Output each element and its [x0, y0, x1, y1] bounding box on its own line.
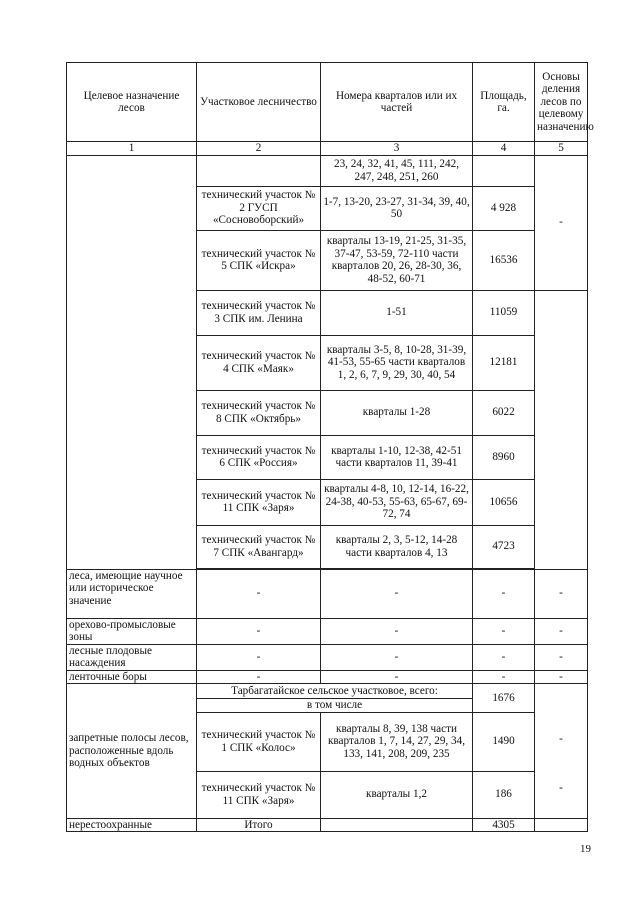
column-number: 4 [473, 142, 535, 156]
basis-cell-empty [535, 818, 588, 832]
area-cell: 11059 [473, 290, 535, 335]
quarters-cell: кварталы 8, 39, 138 части кварталов 1, 7, 14, 27, 29, 34, 133, 141, 208, 209, 235 [321, 712, 473, 771]
quarters-cell: кварталы 1-28 [321, 390, 473, 435]
quarters-cell: - [321, 670, 473, 684]
area-cell: 6022 [473, 390, 535, 435]
basis-cell: - [535, 670, 588, 684]
purpose-cell: орехово-промысловые зоны [67, 618, 197, 644]
table-row [67, 155, 588, 186]
column-number: 5 [535, 142, 588, 156]
purpose-cell: нерестоохранные [67, 818, 197, 832]
basis-cell: - [535, 569, 588, 618]
purpose-cell: леса, имеющие научное или историческое значение [67, 569, 197, 618]
quarters-cell: 1-51 [321, 290, 473, 335]
area-cell: 10656 [473, 479, 535, 525]
header-row [67, 63, 588, 142]
area-cell: - [473, 644, 535, 670]
basis-cell: - [535, 155, 588, 290]
basis-cell-empty [535, 290, 588, 569]
quarters-cell: кварталы 3-5, 8, 10-28, 31-39, 41-53, 55-65 части кварталов 1, 2, 6, 7, 9, 29, 30, 40, 54 [321, 335, 473, 390]
quarters-cell: кварталы 2, 3, 5-12, 14-28 части кварталов 4, 13 [321, 525, 473, 568]
district-cell: технический участок № 7 СПК «Авангард» [197, 525, 321, 568]
category-row [67, 670, 588, 684]
area-cell: 4723 [473, 525, 535, 568]
subtotal-area: 1676 [473, 684, 535, 713]
district-cell: технический участок № 11 СПК «Заря» [197, 479, 321, 525]
header-purpose: Целевое назначение лесов [67, 63, 197, 142]
basis-cell: - [535, 618, 588, 644]
area-cell: - [473, 670, 535, 684]
district-cell: технический участок № 6 СПК «Россия» [197, 435, 321, 479]
column-number-row [67, 142, 588, 156]
quarters-cell: - [321, 569, 473, 618]
header-area: Площадь, га. [473, 63, 535, 142]
forest-purpose-table [66, 62, 594, 832]
district-cell-empty [197, 155, 321, 186]
quarters-cell: 1-7, 13-20, 23-27, 31-34, 39, 40, 50 [321, 186, 473, 230]
column-number: 1 [67, 142, 197, 156]
basis-dash: - [559, 782, 563, 795]
header-district: Участковое лесничество [197, 63, 321, 142]
area-cell: - [473, 618, 535, 644]
district-cell: технический участок № 1 СПК «Колос» [197, 712, 321, 771]
area-cell: 4 928 [473, 186, 535, 230]
district-cell: технический участок № 11 СПК «Заря» [197, 771, 321, 818]
including-label: в том числе [197, 699, 473, 713]
purpose-cell: запретные полосы лесов, расположенные вдоль водных объектов [67, 684, 197, 819]
category-row [67, 569, 588, 618]
district-cell: - [197, 569, 321, 618]
quarters-cell-empty [321, 818, 473, 832]
page-number: 19 [580, 843, 591, 855]
basis-cell: - [535, 644, 588, 670]
district-cell: - [197, 644, 321, 670]
district-cell: - [197, 618, 321, 644]
area-cell: 1490 [473, 712, 535, 771]
quarters-cell: кварталы 1-10, 12-38, 42-51 части кварталов 11, 39-41 [321, 435, 473, 479]
total-row [67, 818, 588, 832]
header-basis: Основы деления лесов по целевому назначению [535, 63, 588, 142]
district-cell: технический участок № 4 СПК «Маяк» [197, 335, 321, 390]
quarters-cell: 23, 24, 32, 41, 45, 111, 242, 247, 248, 251, 260 [321, 155, 473, 186]
purpose-cell: ленточные боры [67, 670, 197, 684]
district-cell: технический участок № 2 ГУСП «Сосновоборский» [197, 186, 321, 230]
area-cell: - [473, 569, 535, 618]
subtotal-label: Тарбагатайское сельское участковое, всего: [197, 684, 473, 699]
column-number: 2 [197, 142, 321, 156]
area-cell: 8960 [473, 435, 535, 479]
subtotal-row [67, 684, 588, 699]
district-cell: технический участок № 5 СПК «Искра» [197, 230, 321, 290]
basis-dash: - [559, 732, 563, 745]
purpose-cell-empty [67, 155, 197, 569]
quarters-cell: - [321, 644, 473, 670]
quarters-cell: кварталы 1,2 [321, 771, 473, 818]
purpose-cell: лесные плодовые насаждения [67, 644, 197, 670]
quarters-cell: - [321, 618, 473, 644]
area-cell: 16536 [473, 230, 535, 290]
category-row [67, 644, 588, 670]
area-cell-empty [473, 155, 535, 186]
header-quarters: Номера кварталов или их частей [321, 63, 473, 142]
category-row [67, 618, 588, 644]
district-cell: технический участок № 3 СПК им. Ленина [197, 290, 321, 335]
total-label: Итого [197, 818, 321, 832]
quarters-cell: кварталы 13-19, 21-25, 31-35, 37-47, 53-59, 72-110 части кварталов 20, 26, 28-30, 36, 48-52, 60-71 [321, 230, 473, 290]
quarters-cell: кварталы 4-8, 10, 12-14, 16-22, 24-38, 40-53, 55-63, 65-67, 69-72, 74 [321, 479, 473, 525]
basis-cell-block2 [535, 684, 588, 819]
area-cell: 12181 [473, 335, 535, 390]
district-cell: - [197, 670, 321, 684]
total-area: 4305 [473, 818, 535, 832]
column-number: 3 [321, 142, 473, 156]
district-cell: технический участок № 8 СПК «Октябрь» [197, 390, 321, 435]
area-cell: 186 [473, 771, 535, 818]
